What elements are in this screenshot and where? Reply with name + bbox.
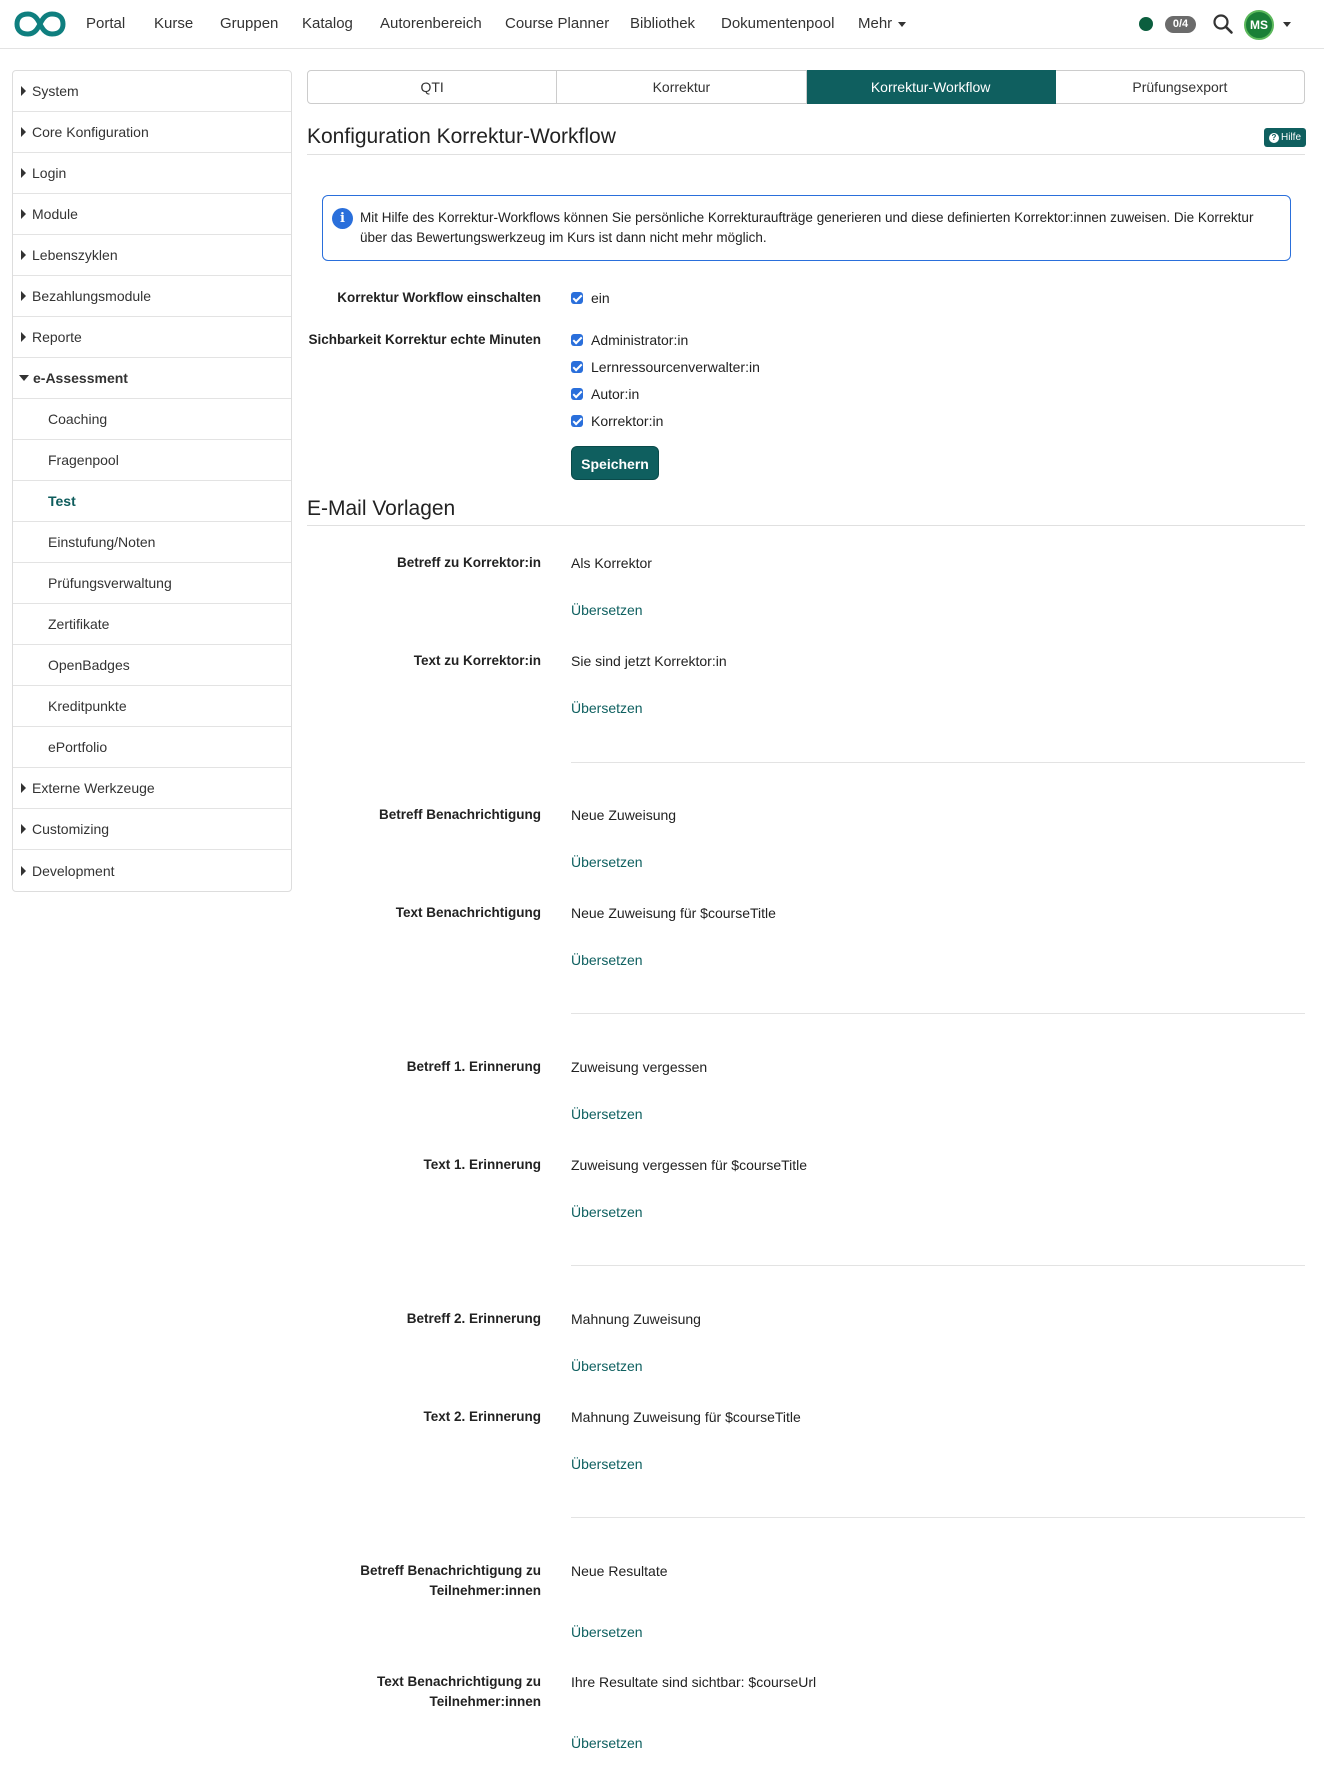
sidebar-item-core-konfiguration[interactable]	[13, 112, 291, 153]
sidebar-item-label: Zertifikate	[48, 616, 110, 632]
translate-link[interactable]: Übersetzen	[571, 1624, 643, 1640]
translate-link[interactable]: Übersetzen	[571, 1456, 643, 1472]
sidebar-item-e-assessment[interactable]	[13, 358, 291, 399]
email-row-value: Neue Resultate	[571, 1563, 668, 1579]
translate-link[interactable]: Übersetzen	[571, 854, 643, 870]
sidebar-item-einstufung-noten[interactable]	[13, 522, 291, 563]
sidebar	[12, 70, 292, 892]
nav-dokumentenpool[interactable]: Dokumentenpool	[721, 15, 835, 32]
info-text: Mit Hilfe des Korrektur-Workflows können Sie persönliche Korrekturaufträge generieren und diese definierten Korrektor:innen zuweisen. Die Korrektur über das Bewertungswerkzeug im Kurs ist dann nicht mehr möglich.	[360, 210, 1254, 245]
sidebar-item-label: e-Assessment	[33, 370, 128, 386]
email-row-label: Text Benachrichtigung zu Teilnehmer:innen	[376, 1674, 541, 1709]
tab-bar	[307, 70, 1305, 104]
email-row-label: Text 1. Erinnerung	[423, 1157, 541, 1172]
save-button[interactable]: Speichern	[571, 446, 659, 480]
sidebar-item-label: Externe Werkzeuge	[32, 780, 155, 796]
email-row-label: Text Benachrichtigung	[395, 905, 541, 920]
sidebar-item-fragenpool[interactable]	[13, 440, 291, 481]
sidebar-item-label: Lebenszyklen	[32, 247, 118, 263]
role-checkbox-administrator[interactable]	[571, 334, 583, 346]
sidebar-item-label: Reporte	[32, 329, 82, 345]
email-row-label: Betreff 1. Erinnerung	[406, 1059, 541, 1074]
email-row-label: Text 2. Erinnerung	[423, 1409, 541, 1424]
email-row-label: Betreff 2. Erinnerung	[406, 1311, 541, 1326]
translate-link[interactable]: Übersetzen	[571, 1735, 643, 1751]
nav-mehr-label: Mehr	[858, 15, 893, 32]
email-row-value: Mahnung Zuweisung	[571, 1311, 701, 1327]
top-navigation	[0, 0, 1324, 49]
email-row-value: Als Korrektor	[571, 555, 652, 571]
caret-right-icon	[21, 866, 26, 876]
enable-workflow-checkbox[interactable]	[571, 292, 583, 304]
sidebar-item-label: Module	[32, 206, 78, 222]
enable-workflow-label: Korrektur Workflow einschalten	[337, 290, 541, 305]
translate-link[interactable]: Übersetzen	[571, 602, 643, 618]
tab-korrektur-workflow[interactable]: Korrektur-Workflow	[807, 70, 1056, 104]
sidebar-item-zertifikate[interactable]	[13, 604, 291, 645]
sidebar-item-label: Kreditpunkte	[48, 698, 127, 714]
sidebar-item-module[interactable]	[13, 194, 291, 235]
nav-portal[interactable]: Portal	[86, 15, 126, 32]
sidebar-item-label: Core Konfiguration	[32, 124, 149, 140]
nav-gruppen[interactable]: Gruppen	[220, 15, 279, 32]
email-row-value: Ihre Resultate sind sichtbar: $courseUrl	[571, 1674, 817, 1690]
nav-katalog[interactable]: Katalog	[302, 15, 353, 32]
caret-right-icon	[21, 783, 26, 793]
email-row-value: Sie sind jetzt Korrektor:in	[571, 653, 727, 669]
sidebar-item-label: Fragenpool	[48, 452, 119, 468]
caret-right-icon	[21, 824, 26, 834]
translate-link[interactable]: Übersetzen	[571, 700, 643, 716]
sidebar-item-test[interactable]	[13, 481, 291, 522]
nav-autorenbereich[interactable]: Autorenbereich	[380, 15, 482, 32]
translate-link[interactable]: Übersetzen	[571, 1358, 643, 1374]
chevron-down-icon	[898, 22, 906, 27]
caret-right-icon	[21, 250, 26, 260]
sidebar-item-label: Development	[32, 862, 115, 879]
info-box	[322, 195, 1291, 261]
sidebar-item-label: Prüfungsverwaltung	[48, 575, 172, 591]
role-label: Lernressourcenverwalter:in	[591, 359, 760, 375]
sidebar-item-label: System	[32, 83, 79, 99]
info-icon: i	[332, 208, 353, 229]
nav-course-planner[interactable]: Course Planner	[505, 15, 610, 32]
translate-link[interactable]: Übersetzen	[571, 1106, 643, 1122]
tab-korrektur[interactable]: Korrektur	[557, 70, 806, 104]
page-title: Konfiguration Korrektur-Workflow	[307, 125, 616, 148]
role-label: Korrektor:in	[591, 413, 664, 429]
sidebar-item-bezahlungsmodule[interactable]	[13, 276, 291, 317]
caret-right-icon	[21, 168, 26, 178]
count-badge[interactable]: 0/4	[1165, 16, 1196, 33]
sidebar-item-login[interactable]	[13, 153, 291, 194]
sidebar-item-label: Einstufung/Noten	[48, 534, 156, 550]
sidebar-item-label: Coaching	[48, 411, 108, 427]
sidebar-item-eportfolio[interactable]	[13, 727, 291, 768]
email-row-label: Betreff Benachrichtigung zu Teilnehmer:innen	[360, 1563, 541, 1598]
email-row-label: Text zu Korrektor:in	[413, 653, 541, 668]
chevron-down-icon[interactable]	[1283, 22, 1291, 27]
status-dot-icon	[1139, 17, 1153, 31]
role-label: Administrator:in	[591, 332, 689, 348]
search-icon[interactable]	[1212, 13, 1234, 35]
divider	[571, 762, 1305, 763]
translate-link[interactable]: Übersetzen	[571, 952, 643, 968]
email-row-value: Mahnung Zuweisung für $courseTitle	[571, 1409, 801, 1425]
sidebar-item-externe-werkzeuge[interactable]	[13, 768, 291, 809]
sidebar-item-label: Login	[32, 165, 67, 181]
nav-kurse[interactable]: Kurse	[154, 15, 194, 32]
caret-right-icon	[21, 209, 26, 219]
sidebar-item-label: Customizing	[32, 821, 110, 837]
sidebar-item-label: Bezahlungsmodule	[32, 288, 152, 304]
question-icon: ?	[1269, 133, 1279, 143]
sidebar-item-pruefungsverwaltung[interactable]	[13, 563, 291, 604]
divider	[571, 1517, 1305, 1518]
role-checkbox-autor[interactable]	[571, 388, 583, 400]
caret-right-icon	[21, 332, 26, 342]
divider	[571, 1013, 1305, 1014]
sidebar-item-customizing[interactable]	[13, 809, 291, 850]
sidebar-item-kreditpunkte[interactable]	[13, 686, 291, 727]
help-button[interactable]	[1264, 128, 1306, 147]
logo-icon[interactable]	[14, 8, 66, 40]
sidebar-item-openbadges[interactable]	[13, 645, 291, 686]
tab-qti[interactable]: QTI	[307, 70, 557, 104]
sidebar-item-development[interactable]	[13, 850, 291, 891]
sidebar-item-lebenszyklen[interactable]	[13, 235, 291, 276]
role-checkbox-korrektor[interactable]	[571, 415, 583, 427]
tab-pruefungsexport[interactable]: Prüfungsexport	[1056, 70, 1305, 104]
enable-workflow-value: ein	[591, 290, 610, 306]
nav-bibliothek[interactable]: Bibliothek	[630, 15, 696, 32]
email-row-label: Betreff Benachrichtigung	[378, 807, 541, 822]
divider	[571, 1265, 1305, 1266]
sidebar-item-reporte[interactable]	[13, 317, 291, 358]
help-label: Hilfe	[1281, 132, 1302, 143]
role-label: Autor:in	[591, 386, 640, 402]
email-row-label: Betreff zu Korrektor:in	[396, 555, 541, 570]
section-title: E-Mail Vorlagen	[307, 497, 456, 520]
sidebar-item-coaching[interactable]	[13, 399, 291, 440]
nav-mehr[interactable]	[858, 15, 906, 32]
email-row-value: Neue Zuweisung	[571, 807, 677, 823]
divider	[307, 525, 1305, 526]
caret-right-icon	[21, 127, 26, 137]
sidebar-item-label: Test	[48, 493, 76, 509]
role-checkbox-lernressourcenverwalter[interactable]	[571, 361, 583, 373]
visibility-label: Sichbarkeit Korrektur echte Minuten	[308, 332, 541, 347]
sidebar-item-label: ePortfolio	[48, 739, 108, 755]
divider	[307, 154, 1305, 155]
sidebar-item-system[interactable]	[13, 71, 291, 112]
email-row-value: Zuweisung vergessen	[571, 1059, 708, 1075]
caret-down-icon	[19, 375, 29, 381]
translate-link[interactable]: Übersetzen	[571, 1204, 643, 1220]
caret-right-icon	[21, 86, 26, 96]
avatar[interactable]: MS	[1244, 10, 1274, 40]
email-row-value: Zuweisung vergessen für $courseTitle	[571, 1157, 808, 1173]
email-row-value: Neue Zuweisung für $courseTitle	[571, 905, 776, 921]
sidebar-item-label: OpenBadges	[48, 657, 130, 673]
caret-right-icon	[21, 291, 26, 301]
